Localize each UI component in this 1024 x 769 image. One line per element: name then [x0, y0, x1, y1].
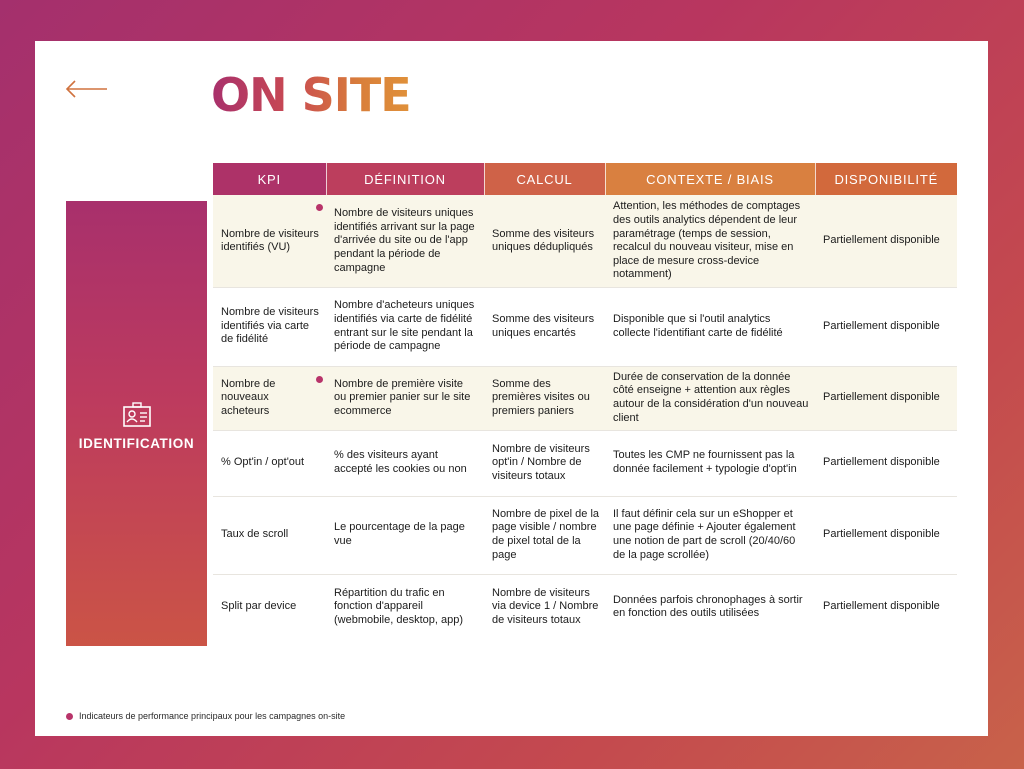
kpi-cell: Taux de scroll	[213, 496, 326, 574]
calcul-cell: Nombre de visiteurs via device 1 / Nombre de visiteurs totaux	[492, 586, 599, 627]
contexte-cell: Disponible que si l'outil analytics collecte l'identifiant carte de fidélité	[605, 287, 815, 366]
header-definition: DÉFINITION	[326, 163, 484, 195]
kpi-cell: Nombre de visiteurs identifiés via carte de fidélité	[213, 287, 326, 366]
table-row	[213, 287, 957, 366]
id-card-icon	[122, 402, 152, 428]
kpi-cell: Nombre de visiteurs identifiés (VU)	[213, 195, 326, 287]
definition-cell: % des visiteurs ayant accepté les cookies ou non	[326, 430, 484, 496]
contexte-cell: Durée de conservation de la donnée côté enseigne + attention aux règles autour de la considération d'un nouveau client	[605, 366, 815, 430]
disponibilite-cell: Partiellement disponible	[815, 195, 957, 287]
content-card	[35, 41, 988, 736]
key-kpi-dot-icon	[316, 204, 323, 211]
definition-cell: Le pourcentage de la page vue	[326, 496, 484, 574]
calcul-cell: Somme des premières visites ou premiers paniers	[484, 366, 605, 430]
header-kpi: KPI	[213, 163, 326, 195]
contexte-cell: Il faut définir cela sur un eShopper et une page définie + Ajouter également une notion de part de scroll (20/40/60 de la page scrollée)	[605, 496, 815, 574]
definition-cell: Nombre de première visite ou premier panier sur le site ecommerce	[326, 366, 484, 430]
calcul-cell: Somme des visiteurs uniques dédupliqués	[484, 195, 605, 287]
footnote	[66, 711, 345, 721]
disponibilite-cell: Partiellement disponible	[815, 430, 957, 496]
arrow-left-icon[interactable]	[65, 79, 109, 99]
calcul-cell: Nombre de visiteurs opt'in / Nombre de visiteurs totaux	[484, 430, 605, 496]
key-kpi-dot-icon	[316, 376, 323, 383]
table-row	[213, 574, 957, 640]
contexte-cell: Attention, les méthodes de comptages des outils analytics dépendent de leur paramétrage (temps de session, recalcul du nouveau visiteur, mise en place de mesure cross-device notamment)	[605, 195, 815, 287]
contexte-cell: Données parfois chronophages à sortir en fonction des outils utilisées	[613, 593, 803, 620]
category-panel	[66, 201, 207, 646]
kpi-table	[213, 163, 957, 640]
calcul-cell: Somme des visiteurs uniques encartés	[484, 287, 605, 366]
disponibilite-cell: Partiellement disponible	[815, 496, 957, 574]
calcul-cell: Nombre de pixel de la page visible / nombre de pixel total de la page	[484, 496, 605, 574]
contexte-cell: Toutes les CMP ne fournissent pas la donnée facilement + typologie d'opt'in	[605, 430, 815, 496]
table-row	[213, 195, 957, 287]
kpi-cell: % Opt'in / opt'out	[213, 430, 326, 496]
footnote-text: Indicateurs de performance principaux pour les campagnes on-site	[79, 711, 346, 721]
page-title: ON SITE	[211, 68, 411, 122]
table-header-row	[213, 163, 957, 195]
disponibilite-cell: Partiellement disponible	[823, 600, 940, 613]
definition-cell: Nombre d'acheteurs uniques identifiés via carte de fidélité entrant sur le site pendant la période de campagne	[326, 287, 484, 366]
table-row	[213, 496, 957, 574]
table-row	[213, 366, 957, 430]
definition-cell: Nombre de visiteurs uniques identifiés arrivant sur la page d'arrivée du site ou de l'app pendant la période de campagne	[326, 195, 484, 287]
disponibilite-cell: Partiellement disponible	[815, 287, 957, 366]
category-label: IDENTIFICATION	[78, 436, 195, 451]
kpi-cell: Split par device	[221, 600, 297, 613]
header-disponibilite: DISPONIBILITÉ	[815, 163, 957, 195]
header-calcul: CALCUL	[484, 163, 605, 195]
kpi-cell: Nombre de nouveaux acheteurs	[213, 366, 326, 430]
disponibilite-cell: Partiellement disponible	[815, 366, 957, 430]
definition-cell: Répartition du trafic en fonction d'appareil (webmobile, desktop, app)	[334, 586, 464, 627]
table-row	[213, 430, 957, 496]
header-contexte: CONTEXTE / BIAIS	[605, 163, 815, 195]
legend-dot-icon	[66, 713, 73, 720]
